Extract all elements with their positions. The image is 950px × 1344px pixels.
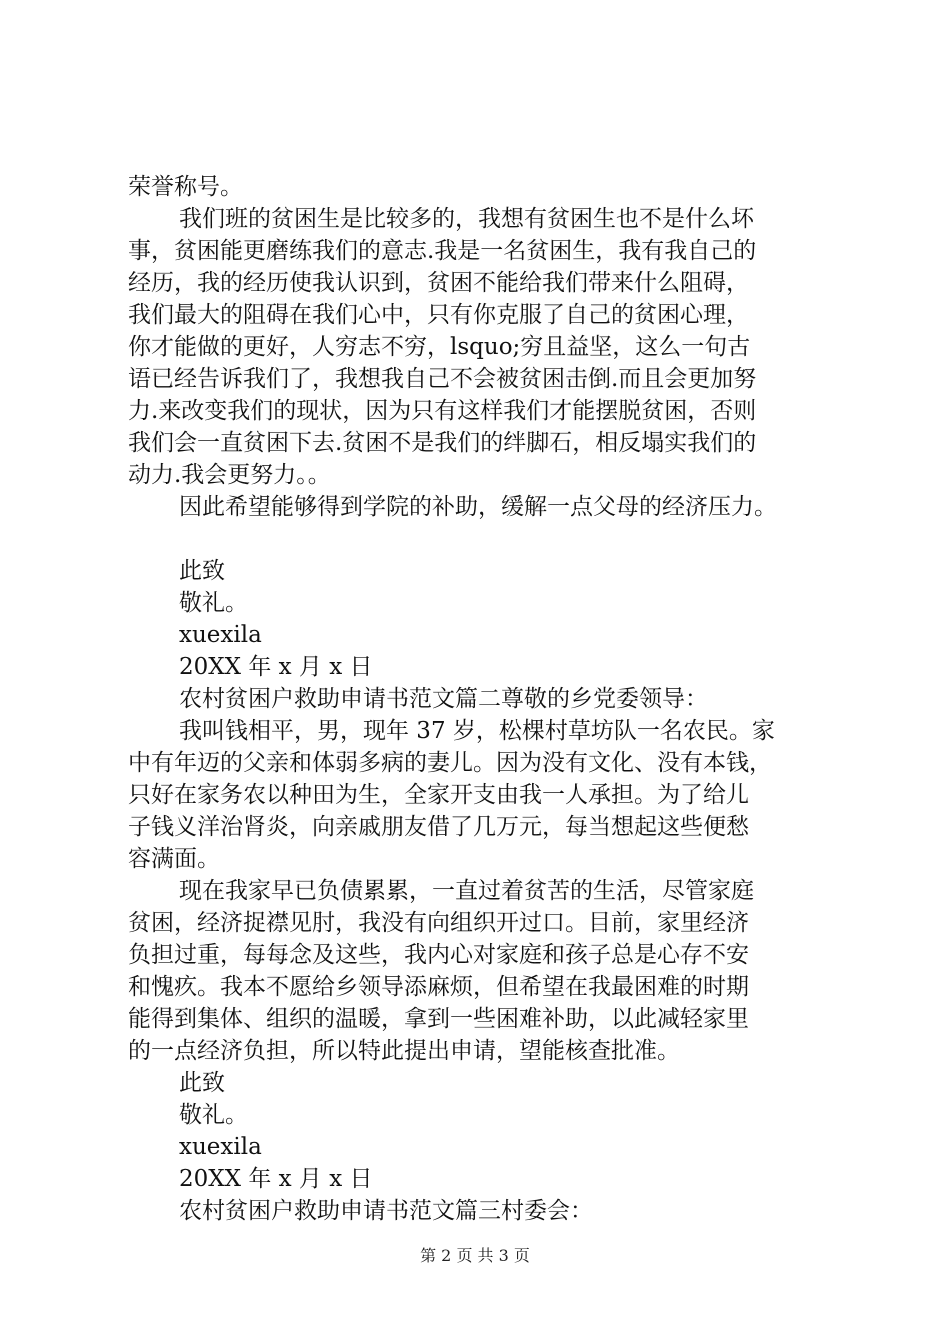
closing-line: 敬礼。: [179, 1102, 248, 1128]
section-heading: 农村贫困户救助申请书范文篇三村委会：: [179, 1198, 593, 1224]
text-line: 你才能做的更好，人穷志不穷，lsquo;穷且益坚，这么一句古: [128, 334, 751, 360]
document-body: [128, 171, 840, 1227]
text-line: 能得到集体、组织的温暖，拿到一些困难补助，以此减轻家里: [128, 1006, 749, 1032]
text-line: 我们会一直贫困下去.贫困不是我们的绊脚石，相反塌实我们的: [128, 430, 757, 456]
closing-line: 敬礼。: [179, 590, 248, 616]
salutation-line: 此致: [179, 1070, 225, 1096]
signature-line: xuexila: [179, 1134, 262, 1160]
date-line: 20XX 年 x 月 x 日: [179, 654, 373, 680]
text-line: 负担过重，每每念及这些，我内心对家庭和孩子总是心存不安: [128, 942, 749, 968]
text-line: 动力.我会更努力。。: [128, 462, 331, 488]
text-line: 我们班的贫困生是比较多的，我想有贫困生也不是什么坏: [179, 206, 754, 232]
blank-line: [128, 523, 840, 555]
text-line: 经历，我的经历使我认识到，贫困不能给我们带来什么阻碍，: [128, 270, 749, 296]
salutation-line: 此致: [179, 558, 225, 584]
page-number-footer: 第 2 页 共 3 页: [420, 1246, 530, 1265]
text-line: 和愧疚。我本不愿给乡领导添麻烦，但希望在我最困难的时期: [128, 974, 749, 1000]
text-line: 只好在家务农以种田为生，全家开支由我一人承担。为了给儿: [128, 782, 749, 808]
text-line: 的一点经济负担，所以特此提出申请，望能核查批准。: [128, 1038, 680, 1064]
text-line: 贫困，经济捉襟见肘，我没有向组织开过口。目前，家里经济: [128, 910, 749, 936]
text-line: 语已经告诉我们了，我想我自己不会被贫困击倒.而且会更加努: [128, 366, 757, 392]
text-line: 我们最大的阻碍在我们心中，只有你克服了自己的贫困心理，: [128, 302, 749, 328]
text-line: 我叫钱相平，男，现年 37 岁，松棵村草坊队一名农民。家: [179, 718, 775, 744]
text-line: 现在我家早已负债累累，一直过着贫苦的生活，尽管家庭: [179, 878, 754, 904]
text-line: 力.来改变我们的现状，因为只有这样我们才能摆脱贫困，否则: [128, 398, 757, 424]
text-line: 中有年迈的父亲和体弱多病的妻儿。因为没有文化、没有本钱，: [128, 750, 772, 776]
text-line: 容满面。: [128, 846, 220, 872]
signature-line: xuexila: [179, 622, 262, 648]
text-line: 荣誉称号。: [128, 174, 243, 200]
section-heading: 农村贫困户救助申请书范文篇二尊敬的乡党委领导：: [179, 686, 708, 712]
date-line: 20XX 年 x 月 x 日: [179, 1166, 373, 1192]
text-line: 因此希望能够得到学院的补助，缓解一点父母的经济压力。: [179, 494, 777, 520]
text-line: 子钱义洋治肾炎，向亲戚朋友借了几万元，每当想起这些便愁: [128, 814, 749, 840]
text-line: 事，贫困能更磨练我们的意志.我是一名贫困生，我有我自己的: [128, 238, 757, 264]
